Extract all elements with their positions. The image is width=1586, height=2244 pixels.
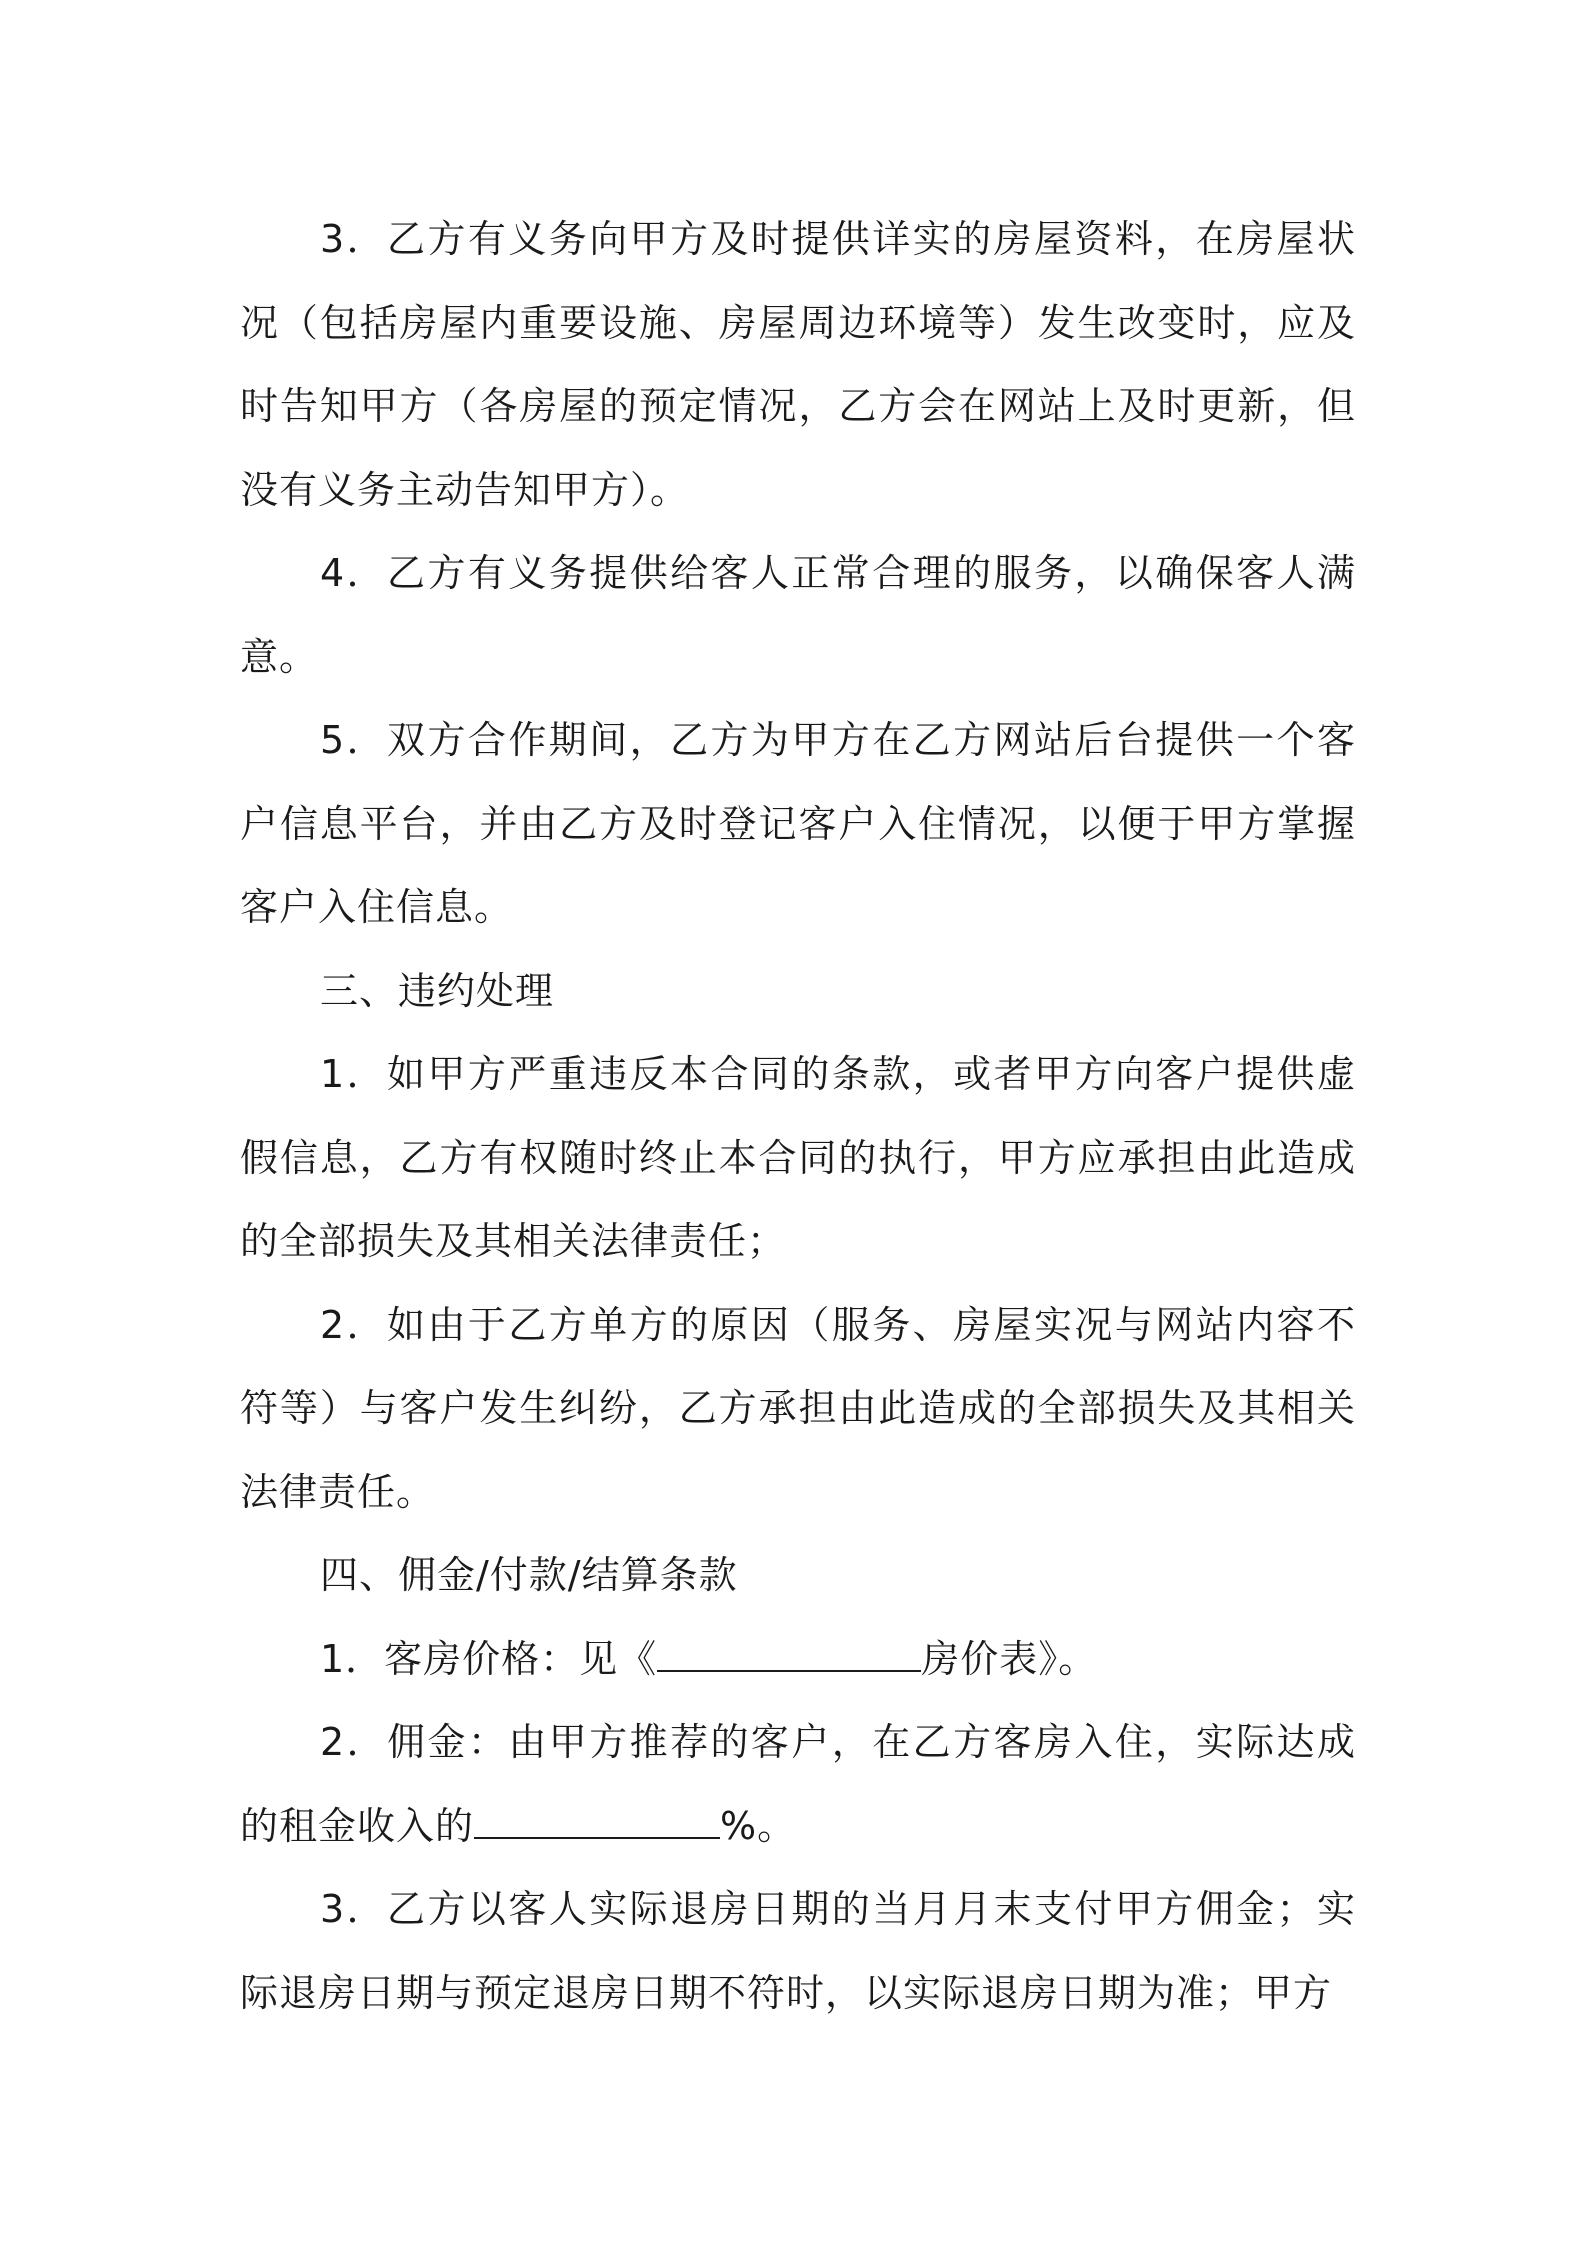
- clause-obligation-3: 3．乙方有义务向甲方及时提供详实的房屋资料，在房屋状况（包括房屋内重要设施、房屋周边环境等）发生改变时，应及时告知甲方（各房屋的预定情况，乙方会在网站上及时更新，但没有义务主动告知甲方）。: [240, 217, 1356, 512]
- room-price-blank: [657, 1636, 921, 1672]
- clause-settlement: 3．乙方以客人实际退房日期的当月月末支付甲方佣金；实际退房日期与预定退房日期不符时，以实际退房日期为准；甲方: [240, 1887, 1356, 2015]
- clause-breach-1: 1．如甲方严重违反本合同的条款，或者甲方向客户提供虚假信息，乙方有权随时终止本合同的执行，甲方应承担由此造成的全部损失及其相关法律责任；: [240, 1052, 1356, 1263]
- section-heading-commission: 四、佣金/付款/结算条款: [320, 1553, 738, 1597]
- clause-breach-2: 2．如由于乙方单方的原因（服务、房屋实况与网站内容不符等）与客户发生纠纷，乙方承担由此造成的全部损失及其相关法律责任。: [240, 1302, 1356, 1514]
- commission-rate-blank: [474, 1803, 720, 1839]
- clause-obligation-4: 4．乙方有义务提供给客人正常合理的服务，以确保客人满意。: [240, 551, 1356, 679]
- room-price-text-end: 房价表》。: [921, 1636, 1098, 1681]
- clause-obligation-5: 5．双方合作期间，乙方为甲方在乙方网站后台提供一个客户信息平台，并由乙方及时登记客户入住情况，以便于甲方掌握客户入住信息。: [240, 718, 1356, 929]
- section-heading-breach: 三、违约处理: [320, 968, 555, 1013]
- clause-room-price: [240, 1618, 1356, 1702]
- clause-commission-rate: [240, 1701, 1356, 1868]
- room-price-text: 1．客房价格：见《: [320, 1636, 658, 1681]
- document-body: [240, 198, 1356, 2035]
- commission-text-end: %。: [720, 1803, 797, 1848]
- commission-text: 2．佣金：由甲方推荐的客户，在乙方客房入住，实际达成的租金收入的: [240, 1720, 1356, 1848]
